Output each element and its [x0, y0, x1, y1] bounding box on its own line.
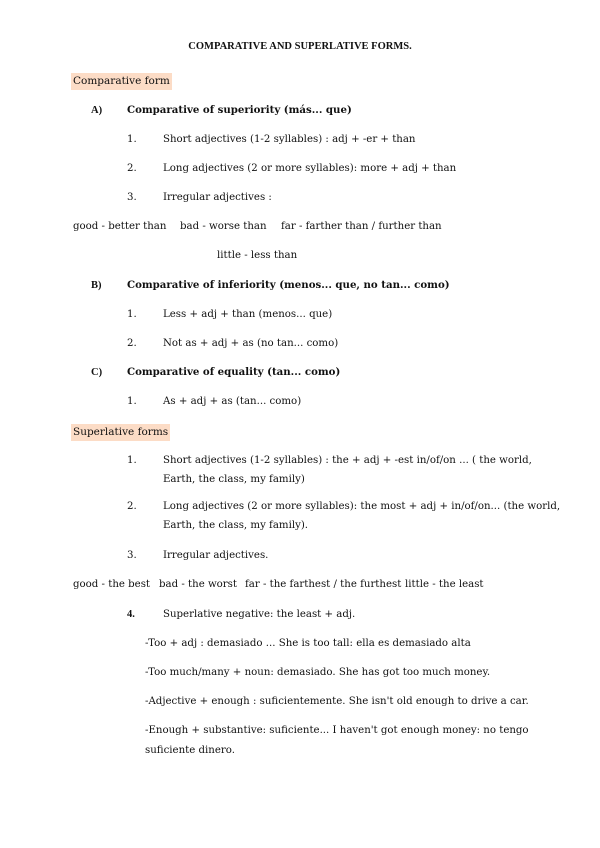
list-number: 3. — [127, 550, 137, 561]
irregular-superlative: good - the best — [73, 579, 151, 590]
list-number: 1. — [127, 309, 137, 320]
superlative-heading: Superlative forms — [71, 424, 170, 441]
inferiority-heading: Comparative of inferiority (menos... que, no tan... como) — [127, 279, 450, 291]
list-number: 1. — [127, 396, 137, 407]
irregular-comparative: good - better than — [73, 221, 167, 232]
list-number: 1. — [127, 134, 137, 145]
list-number: 1. — [127, 455, 137, 466]
usage-note: -Enough + substantive: suficiente... I haven't got enough money: no tengo — [145, 725, 529, 736]
irregular-superlative: far - the farthest / the furthest — [245, 579, 402, 590]
usage-note: -Too + adj : demasiado ... She is too tall: ella es demasiado alta — [145, 638, 471, 649]
irregular-superlative: little - the least — [405, 579, 484, 590]
list-number: 2. — [127, 338, 137, 349]
list-item: Short adjectives (1-2 syllables) : adj + -er + than — [163, 134, 416, 145]
page-title: COMPARATIVE AND SUPERLATIVE FORMS. — [188, 41, 412, 52]
list-item: Long adjectives (2 or more syllables): the most + adj + in/of/on... (the world, — [163, 501, 561, 512]
usage-note: -Too much/many + noun: demasiado. She has got too much money. — [145, 667, 491, 678]
list-item: Long adjectives (2 or more syllables): more + adj + than — [163, 163, 457, 174]
list-number: 2. — [127, 501, 137, 512]
irregular-comparative: bad - worse than — [180, 221, 267, 232]
section-letter-c: C) — [91, 367, 103, 378]
list-item-continuation: Earth, the class, my family). — [163, 520, 309, 531]
list-item: As + adj + as (tan... como) — [163, 396, 302, 407]
list-item: Less + adj + than (menos... que) — [163, 309, 333, 320]
list-item: Irregular adjectives. — [163, 550, 269, 561]
usage-note: -Adjective + enough : suficientemente. She isn't old enough to drive a car. — [145, 696, 529, 707]
list-number: 3. — [127, 192, 137, 203]
list-item-continuation: Earth, the class, my family) — [163, 474, 305, 485]
irregular-comparative: far - farther than / further than — [281, 221, 442, 232]
superiority-heading: Comparative of superiority (más... que) — [127, 104, 352, 116]
list-item: Not as + adj + as (no tan... como) — [163, 338, 339, 349]
list-number: 2. — [127, 163, 137, 174]
list-number: 4. — [127, 609, 135, 620]
section-letter-a: A) — [91, 105, 103, 116]
list-item: Irregular adjectives : — [163, 192, 272, 203]
irregular-comparative: little - less than — [217, 250, 298, 261]
list-item: Superlative negative: the least + adj. — [163, 609, 356, 620]
comparative-heading: Comparative form — [71, 73, 172, 90]
list-item: Short adjectives (1-2 syllables) : the + adj + -est in/of/on ... ( the world, — [163, 455, 532, 466]
equality-heading: Comparative of equality (tan... como) — [127, 366, 341, 378]
usage-note-continuation: suficiente dinero. — [145, 745, 235, 756]
section-letter-b: B) — [91, 280, 102, 291]
irregular-superlative: bad - the worst — [159, 579, 238, 590]
